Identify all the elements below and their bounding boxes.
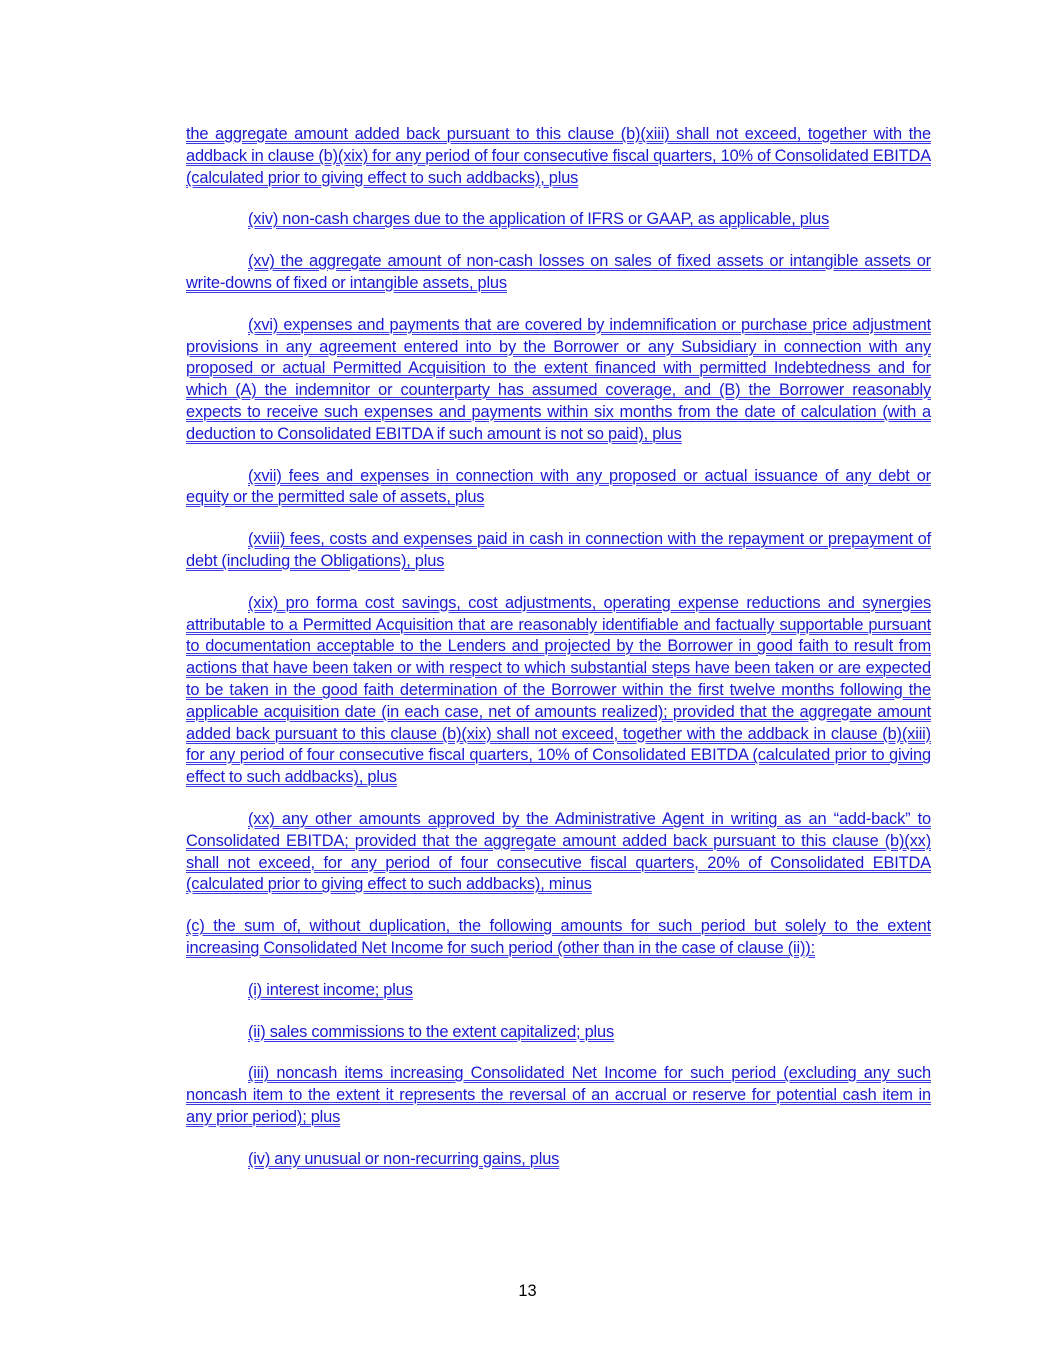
paragraph-c-iv: (iv) any unusual or non-recurring gains, plus (248, 1149, 560, 1168)
paragraph-c-ii: (ii) sales commissions to the extent capitalized; plus (248, 1022, 615, 1041)
paragraph-c-i: (i) interest income; plus (248, 980, 413, 999)
paragraph-c-iii: (iii) noncash items increasing Consolidated Net Income for such period (excluding any such noncash item to the extent it represents the reversal of an accrual or reserve for potential cash item in any prior period); plus (186, 1064, 931, 1126)
paragraph-b-xix: (xix) pro forma cost savings, cost adjustments, operating expense reductions and synergies attributable to a Permitted Acquisition that are reasonably identifiable and factually supportable pursuant to documentation acceptable to the Lenders and projected by the Borrower in good faith to result from actions that have been taken or with respect to which substantial steps have been taken or are expected to be taken in the good faith determination of the Borrower within the first twelve months following the applicable acquisition date (in each case, net of amounts realized); provided that the aggregate amount added back pursuant to this clause (b)(xix) shall not exceed, together with the addback in clause (b)(xiii) for any period of four consecutive fiscal quarters, 10% of Consolidated EBITDA (calculated prior to giving effect to such addbacks), plus (186, 593, 931, 787)
paragraph-b-xiii-continuation: the aggregate amount added back pursuant to this clause (b)(xiii) shall not exceed, together with the addback in clause (b)(xix) for any period of four consecutive fiscal quarters, 10% of Consolidated EBITDA (calculated prior to giving effect to such addbacks), plus (186, 125, 931, 187)
paragraph-b-xv: (xv) the aggregate amount of non-cash losses on sales of fixed assets or intangible assets or write-downs of fixed or intangible assets, plus (186, 252, 931, 292)
page-number: 13 (518, 1282, 537, 1300)
paragraph-b-xx: (xx) any other amounts approved by the Administrative Agent in writing as an “add-back” to Consolidated EBITDA; provided that the aggregate amount added back pursuant to this clause (b)(xx) shall not exceed, for any period of four consecutive fiscal quarters, 20% of Consolidated EBITDA (calculated prior to giving effect to such addbacks), minus (186, 809, 931, 894)
paragraph-b-xviii: (xviii) fees, costs and expenses paid in cash in connection with the repayment or prepayment of debt (including the Obligations), plus (186, 530, 931, 570)
paragraph-b-xvii: (xvii) fees and expenses in connection with any proposed or actual issuance of any debt or equity or the permitted sale of assets, plus (186, 466, 931, 507)
paragraph-b-xvi: (xvi) expenses and payments that are covered by indemnification or purchase price adjustment provisions in any agreement entered into by the Borrower or any Subsidiary in connection with any proposed or actual Permitted Acquisition to the extent financed with permitted Indebtedness and for which (A) the indemnitor or counterparty has assumed coverage, and (B) the Borrower reasonably expects to receive such expenses and payments within six months from the date of calculation (with a deduction to Consolidated EBITDA if such amount is not so paid), plus (186, 315, 931, 443)
paragraph-c: (c) the sum of, without duplication, the following amounts for such period but solely to the extent increasing Consolidated Net Income for such period (other than in the case of clause (ii)): (186, 917, 931, 957)
document-body (186, 124, 931, 1190)
paragraph-b-xiv: (xiv) non-cash charges due to the application of IFRS or GAAP, as applicable, plus (248, 210, 830, 229)
